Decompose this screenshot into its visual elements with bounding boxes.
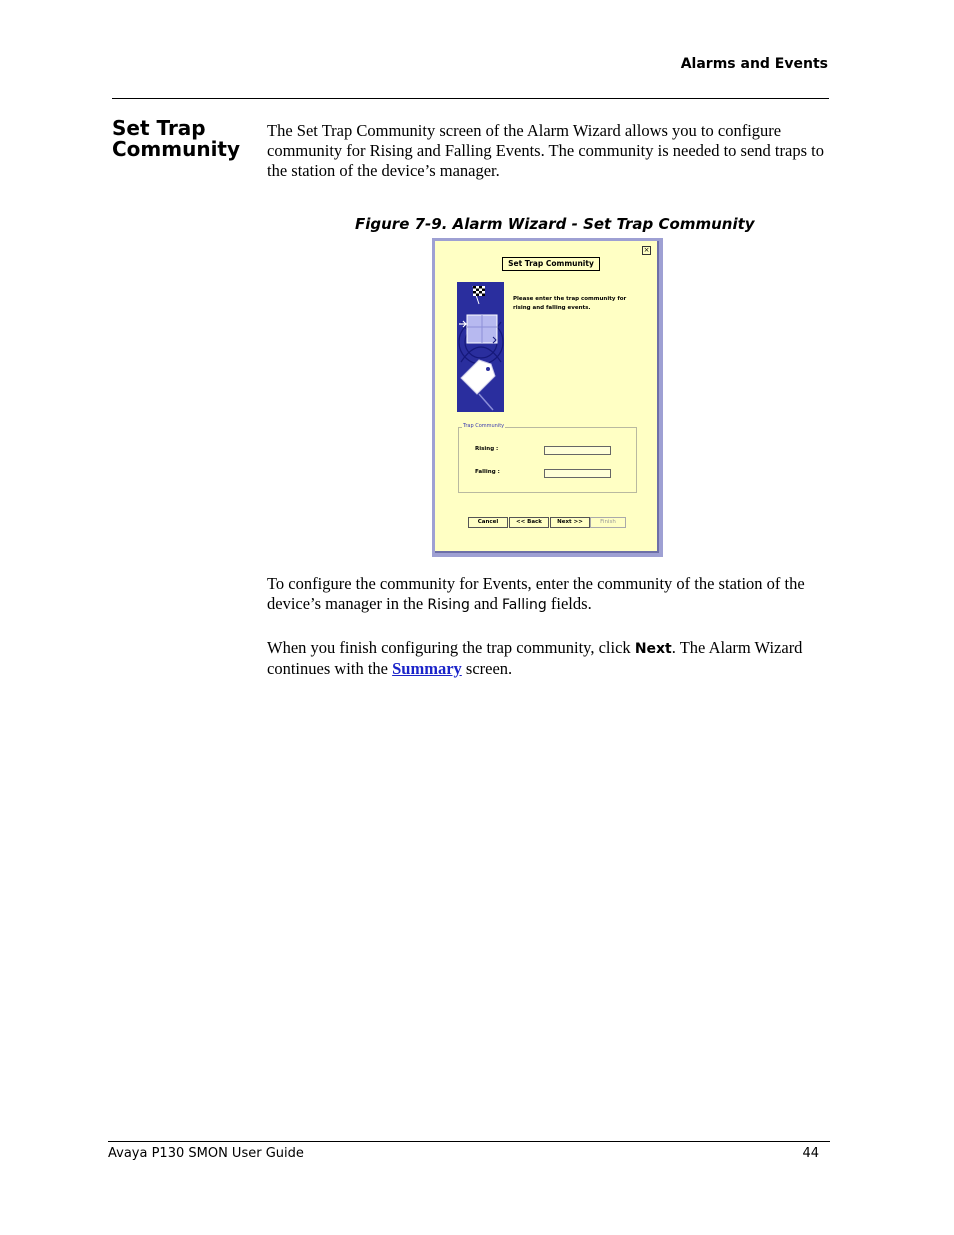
wizard-side-illustration xyxy=(457,282,504,412)
rising-input[interactable] xyxy=(544,446,611,455)
section-heading-line2: Community xyxy=(112,137,241,161)
finish-text-3: screen. xyxy=(461,659,513,678)
page-number: 44 xyxy=(802,1146,819,1161)
wizard-window xyxy=(435,241,659,553)
trap-community-legend: Trap Community xyxy=(463,423,505,429)
summary-link[interactable]: Summary xyxy=(392,659,462,678)
back-button[interactable]: << Back xyxy=(509,517,549,528)
section-heading-line1: Set Trap xyxy=(112,116,206,140)
wizard-screenshot xyxy=(432,238,663,557)
configure-paragraph xyxy=(267,574,827,615)
wizard-illustration-icon xyxy=(457,282,504,412)
finish-button: Finish xyxy=(590,517,626,528)
falling-input[interactable] xyxy=(544,469,611,478)
next-button[interactable]: Next >> xyxy=(550,517,590,528)
close-icon[interactable]: × xyxy=(643,246,650,254)
finish-text-1: When you finish configuring the trap community, click xyxy=(267,638,635,657)
section-heading xyxy=(112,118,252,160)
rising-term: Rising xyxy=(427,597,470,613)
footer-rule xyxy=(108,1141,830,1142)
wizard-title: Set Trap Community xyxy=(502,257,600,271)
finish-text-2: . The Alarm Wizard continues with the xyxy=(267,638,803,678)
checkered-flag-icon xyxy=(473,286,485,304)
header-rule xyxy=(112,98,829,99)
falling-label: Falling : xyxy=(475,469,500,475)
cancel-button[interactable]: Cancel xyxy=(468,517,508,528)
trap-community-group xyxy=(458,423,637,493)
configure-text-3: fields. xyxy=(546,594,592,613)
next-term: Next xyxy=(634,641,672,657)
falling-term: Falling xyxy=(502,597,547,613)
footer-title: Avaya P130 SMON User Guide xyxy=(108,1146,304,1161)
intro-paragraph: The Set Trap Community screen of the Alarm Wizard allows you to configure community for Rising and Falling Events. The community is needed to send traps to the station of the device’s manager. xyxy=(267,121,824,180)
figure-caption: Figure 7-9. Alarm Wizard - Set Trap Community xyxy=(355,215,755,233)
tag-icon xyxy=(461,360,495,410)
running-header: Alarms and Events xyxy=(680,56,828,72)
configure-text-2: and xyxy=(469,594,502,613)
rising-label: Rising : xyxy=(475,446,499,452)
wizard-instruction: Please enter the trap community for rising and falling events. xyxy=(513,296,627,311)
configure-text-1: To configure the community for Events, enter the community of the station of the device’s manager in the xyxy=(267,574,805,613)
finish-paragraph xyxy=(267,638,827,679)
document-icon xyxy=(459,315,497,343)
